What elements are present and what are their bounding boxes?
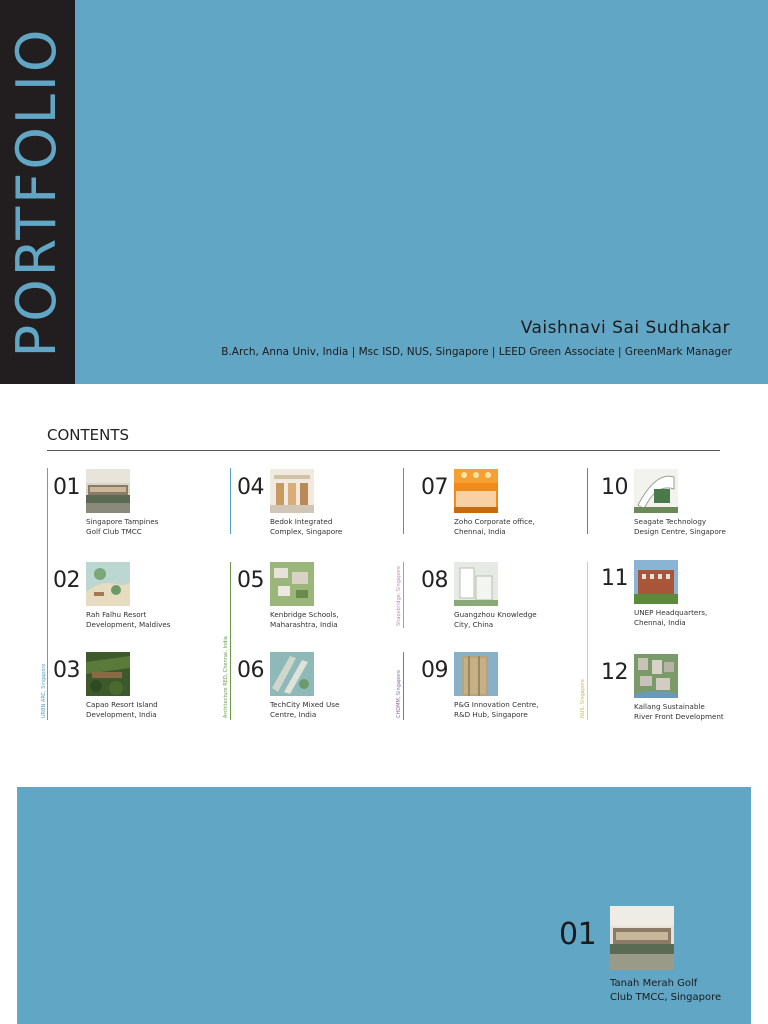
item-caption: TechCity Mixed Use Centre, India [270, 700, 340, 719]
project-thumbnail [86, 469, 130, 513]
item-number: 10 [601, 475, 628, 500]
project-thumbnail [270, 652, 314, 696]
item-caption: Rah Falhu Resort Development, Maldives [86, 610, 171, 629]
item-number: 07 [421, 475, 448, 500]
project-thumbnail [634, 469, 678, 513]
item-number: 12 [601, 660, 628, 685]
employer-line-3a [403, 468, 404, 534]
project-thumbnail [454, 652, 498, 696]
item-caption: Zoho Corporate office, Chennai, India [454, 517, 535, 536]
section-thumbnail [610, 906, 674, 970]
project-thumbnail [86, 652, 130, 696]
project-thumbnail [270, 469, 314, 513]
employer-line-3 [403, 562, 404, 628]
cover-page [0, 0, 768, 384]
item-number: 06 [237, 658, 264, 683]
item-caption: Singapore Tampines Golf Club TMCC [86, 517, 159, 536]
project-thumbnail [634, 560, 678, 604]
project-thumbnail [634, 654, 678, 698]
project-thumbnail [454, 469, 498, 513]
item-number: 02 [53, 568, 80, 593]
item-caption: Kenbridge Schools, Maharashtra, India [270, 610, 339, 629]
item-number: 01 [53, 475, 80, 500]
employer-label-shapebridge: Shapebridge, Singapore [396, 565, 402, 626]
section-caption: Tanah Merah Golf Club TMCC, Singapore [610, 978, 722, 1003]
item-caption: Kallang Sustainable River Front Development [634, 702, 724, 721]
project-thumbnail [454, 562, 498, 606]
employer-line-2a [230, 468, 231, 534]
employer-line-5a [587, 468, 588, 534]
item-number: 03 [53, 658, 80, 683]
item-number: 09 [421, 658, 448, 683]
item-caption: Capao Resort Island Development, India [86, 700, 158, 719]
item-caption: Seagate Technology Design Centre, Singapore [634, 517, 726, 536]
item-caption: UNEP Headquarters, Chennai, India [634, 608, 708, 627]
contents-divider [47, 450, 720, 451]
item-number: 08 [421, 568, 448, 593]
employer-label-chdmm: CHDMM, Singapore [396, 669, 402, 718]
section-number: 01 [559, 917, 597, 952]
item-caption: Guangzhou Knowledge City, China [454, 610, 537, 629]
item-caption: P&G Innovation Centre, R&D Hub, Singapore [454, 700, 539, 719]
portfolio-title: PORTFOLIO [5, 26, 68, 358]
employer-line-2 [230, 562, 231, 720]
employer-line-4 [403, 652, 404, 720]
author-credentials: B.Arch, Anna Univ, India | Msc ISD, NUS, Singapore | LEED Green Associate | GreenMark Manager [221, 346, 732, 358]
employer-label-urbn: URBN ARC, Singapore [41, 663, 47, 718]
employer-line-1 [47, 468, 48, 720]
item-number: 04 [237, 475, 264, 500]
item-caption: Bedok Integrated Complex, Singapore [270, 517, 343, 536]
contents-heading: CONTENTS [47, 426, 130, 444]
cover-title-strip [0, 0, 75, 384]
author-name: Vaishnavi Sai Sudhakar [520, 318, 730, 338]
project-thumbnail [86, 562, 130, 606]
employer-label-red: Architecture RED, Chennai, India [223, 636, 229, 718]
item-number: 11 [601, 566, 628, 591]
employer-line-5 [587, 562, 588, 720]
item-number: 05 [237, 568, 264, 593]
employer-label-nus: NUS, Singapore [580, 679, 586, 718]
project-thumbnail [270, 562, 314, 606]
